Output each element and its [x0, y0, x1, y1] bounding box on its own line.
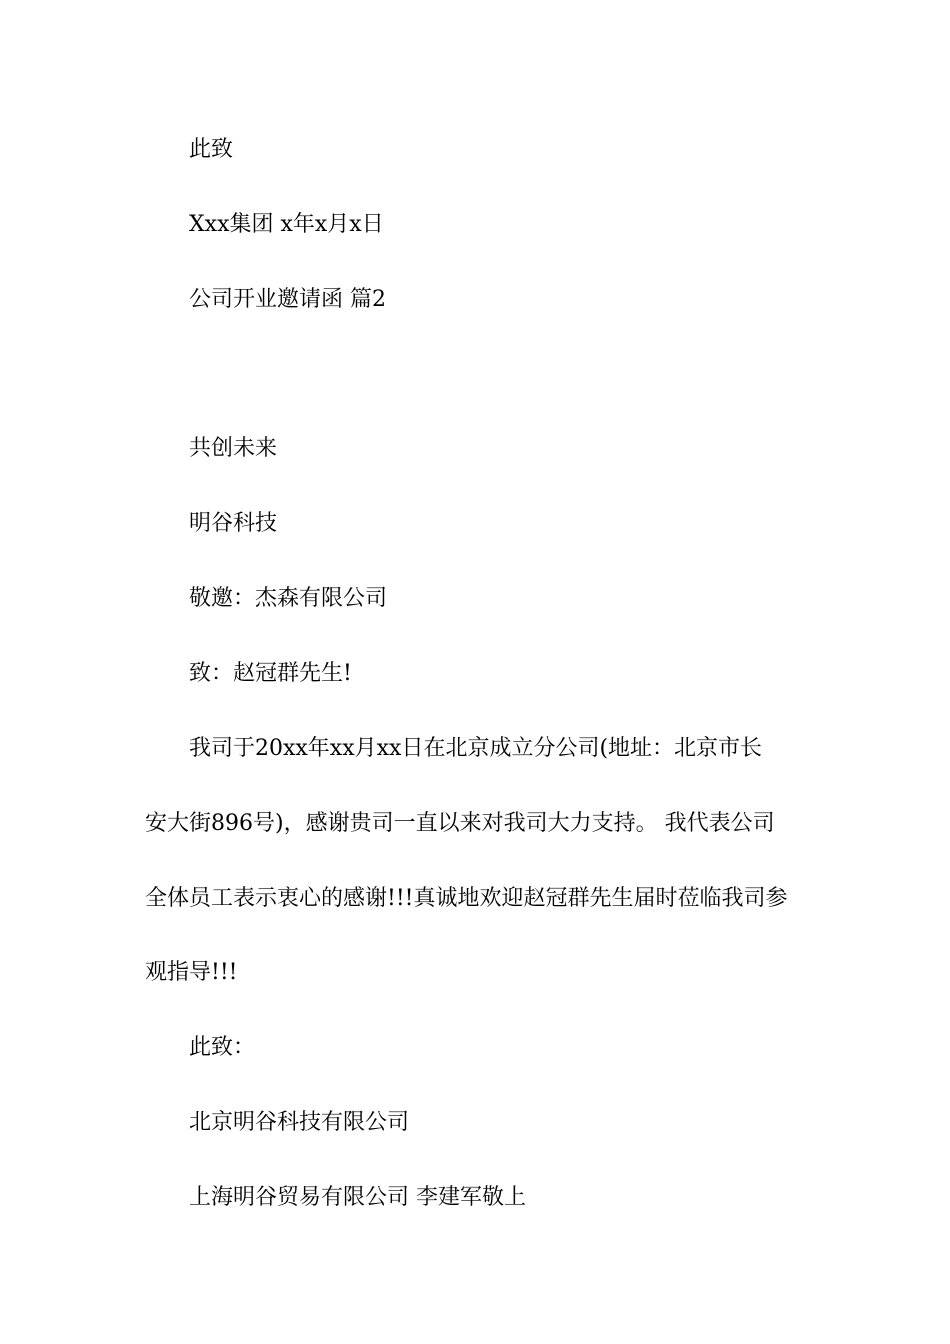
invitee-line: 敬邀：杰森有限公司 [189, 586, 388, 611]
section-heading: 公司开业邀请函 篇2 [189, 287, 386, 312]
closing-salutation-2: 此致： [189, 1035, 256, 1060]
slogan-line: 共创未来 [189, 436, 278, 461]
signatory-company-2: 上海明谷贸易有限公司 李建军敬上 [189, 1185, 526, 1210]
signatory-company-1: 北京明谷科技有限公司 [189, 1110, 410, 1135]
body-paragraph-line-1: 我司于20xx年xx月xx日在北京成立分公司(地址：北京市长 [189, 736, 763, 761]
sender-date-line: Xxx集团 x年x月x日 [189, 212, 384, 237]
body-paragraph-line-2: 安大街896号)，感谢贵司一直以来对我司大力支持。 我代表公司 [145, 811, 775, 836]
body-paragraph-line-3: 全体员工表示衷心的感谢!!!真诚地欢迎赵冠群先生届时莅临我司参 [145, 886, 788, 911]
company-name-line: 明谷科技 [189, 511, 278, 536]
body-paragraph-line-4: 观指导!!! [145, 960, 238, 985]
recipient-line: 致：赵冠群先生! [189, 661, 352, 686]
closing-salutation: 此致 [189, 137, 234, 162]
